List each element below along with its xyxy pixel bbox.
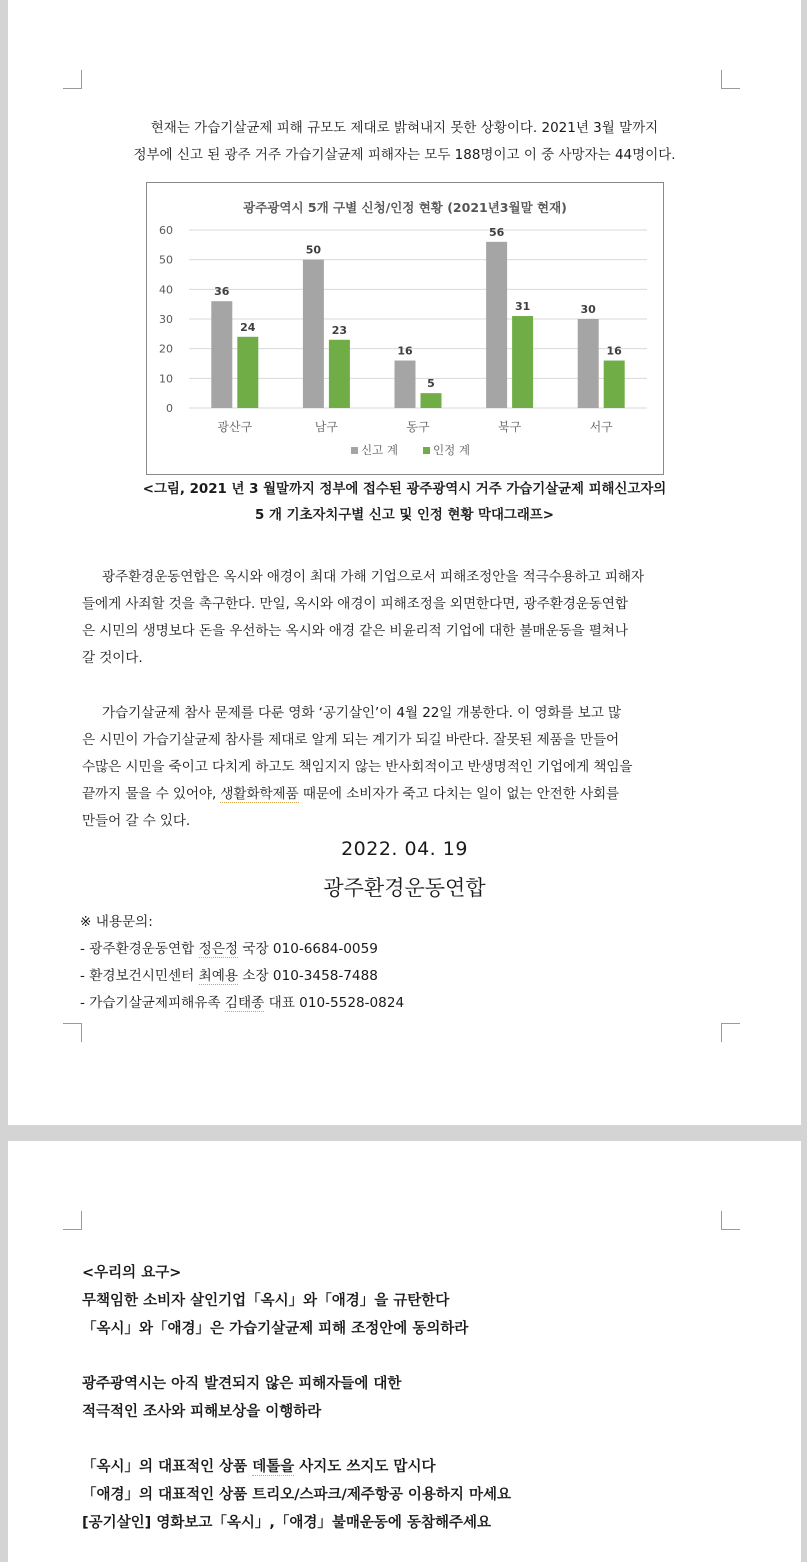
data-label: 30 — [580, 303, 596, 316]
demand-line: 「애경」의 대표적인 상품 트리오/스파크/제주항공 이용하지 마세요 — [82, 1487, 512, 1503]
legend-label: 신고 계 — [361, 443, 398, 457]
paragraph-boycott — [82, 564, 727, 672]
demand-line: [공기살인] 영화보고「옥시」,「애경」불매운동에 동참해주세요 — [82, 1515, 492, 1531]
demand-line: 광주광역시는 아직 발견되지 않은 피해자들에 대한 — [82, 1376, 402, 1392]
bar-reported — [395, 361, 416, 408]
text-segment: 끝까지 물을 수 있어야, — [82, 786, 221, 802]
contact-org: - 환경보건시민센터 — [80, 968, 199, 984]
bar-recognized — [421, 393, 442, 408]
paragraph-line: 갈 것이다. — [82, 650, 143, 666]
contact-person: 정은정 — [198, 941, 239, 957]
contact-line — [80, 963, 378, 990]
demand-line: 「옥시」와「애경」은 가습기살균제 피해 조정안에 동의하라 — [82, 1321, 469, 1337]
bar-recognized — [329, 340, 350, 408]
document-page-2 — [8, 1141, 801, 1562]
bar-chart — [146, 182, 664, 475]
y-tick-label: 10 — [159, 372, 173, 386]
contact-phone: 국장 010-6684-0059 — [238, 941, 378, 957]
text-segment: 「옥시」의 대표적인 상품 — [82, 1459, 253, 1475]
contact-org: - 가습기살균제피해유족 — [80, 995, 225, 1011]
page-corner-mark — [63, 70, 82, 89]
y-tick-label: 20 — [159, 342, 173, 356]
contact-line — [80, 990, 404, 1017]
bar-recognized — [512, 316, 533, 408]
organization-name: 광주환경운동연합 — [323, 876, 486, 900]
spellcheck-underlined-word: 생활화학제품 — [220, 786, 299, 802]
bar-reported — [578, 319, 599, 408]
intro-line-2: 정부에 신고 된 광주 거주 가습기살균제 피해자는 모두 188명이고 이 중 사망자는 44명이다. — [133, 147, 676, 163]
page-corner-mark — [721, 70, 740, 89]
document-page-1 — [8, 0, 801, 1125]
bar-recognized — [604, 361, 625, 408]
paragraph-line — [82, 781, 727, 808]
contact-org: - 광주환경운동연합 — [80, 941, 199, 957]
paragraph-line: 가습기살균제 참사 문제를 다룬 영화 ‘공기살인’이 4월 22일 개봉한다. 이 영화를 보고 많 — [102, 705, 622, 721]
contact-title: ※ 내용문의: — [80, 914, 153, 930]
spellcheck-underlined-word: 데톨을 — [252, 1459, 295, 1475]
demands-heading: <우리의 요구> — [82, 1265, 182, 1281]
data-label: 31 — [514, 300, 531, 314]
demand-line: 무책임한 소비자 살인기업「옥시」와「애경」을 규탄한다 — [82, 1293, 450, 1309]
data-label: 50 — [305, 243, 322, 257]
bar-reported — [211, 301, 232, 408]
bar-recognized — [237, 337, 258, 408]
bar-reported — [486, 242, 507, 408]
data-label: 36 — [214, 285, 230, 299]
x-tick-label: 남구 — [314, 420, 338, 434]
page-corner-mark — [721, 1211, 740, 1230]
legend-swatch — [351, 447, 358, 454]
y-tick-label: 50 — [159, 253, 173, 267]
chart-title: 광주광역시 5개 구별 신청/인정 현황 (2021년3월말 현재) — [243, 200, 567, 215]
y-tick-label: 60 — [159, 224, 173, 237]
x-tick-label: 서구 — [589, 420, 613, 434]
data-label: 16 — [397, 344, 413, 358]
bar-reported — [303, 260, 324, 408]
paragraph-line: 수많은 시민을 죽이고 다치게 하고도 책임지지 않는 반사회적이고 반생명적인 기업에게 책임을 — [82, 759, 633, 775]
paragraph-line: 만들어 갈 수 있다. — [82, 813, 191, 829]
release-date: 2022. 04. 19 — [341, 838, 468, 860]
data-label: 5 — [427, 377, 435, 391]
text-segment: 사지도 쓰지도 맙시다 — [294, 1459, 436, 1475]
paragraph-line: 은 시민이 가습기살균제 참사를 제대로 알게 되는 계기가 되길 바란다. 잘못된 제품을 만들어 — [82, 732, 620, 748]
page-corner-mark — [63, 1211, 82, 1230]
text-segment: 때문에 소비자가 죽고 다치는 일이 없는 안전한 사회를 — [298, 786, 620, 802]
figure-caption-line-2: 5 개 기초자치구별 신고 및 인정 현황 막대그래프> — [255, 508, 554, 523]
data-label: 23 — [331, 323, 348, 337]
bar-chart-svg — [147, 183, 663, 474]
contact-person: 김태종 — [224, 995, 265, 1011]
paragraph-line: 광주환경운동연합은 옥시와 애경이 최대 가해 기업으로서 피해조정안을 적극수용하고 피해자 — [102, 569, 644, 585]
x-tick-label: 동구 — [406, 420, 430, 434]
legend-label: 인정 계 — [433, 443, 470, 457]
legend-swatch — [423, 447, 430, 454]
y-tick-label: 30 — [159, 313, 173, 326]
paragraph-line: 들에게 사죄할 것을 촉구한다. 만일, 옥시와 애경이 피해조정을 외면한다면, 광주환경운동연합 — [82, 596, 628, 612]
x-tick-label: 북구 — [498, 420, 522, 434]
y-tick-label: 40 — [159, 283, 173, 297]
data-label: 24 — [240, 320, 256, 334]
contact-line — [80, 936, 378, 963]
page-corner-mark — [721, 1023, 740, 1042]
contact-phone: 대표 010-5528-0824 — [264, 995, 405, 1011]
paragraph-line: 은 시민의 생명보다 돈을 우선하는 옥시와 애경 같은 비윤리적 기업에 대한 불매운동을 펼쳐나 — [82, 623, 628, 639]
contact-phone: 소장 010-3458-7488 — [238, 968, 378, 984]
paragraph-movie — [82, 700, 727, 835]
data-label: 56 — [488, 225, 505, 239]
page-corner-mark — [63, 1023, 82, 1042]
demand-line: 적극적인 조사와 피해보상을 이행하라 — [82, 1404, 322, 1420]
contact-person: 최예용 — [198, 968, 239, 984]
intro-line-1: 현재는 가습기살균제 피해 규모도 제대로 밝혀내지 못한 상황이다. 2021년 3월 말까지 — [150, 120, 659, 136]
x-tick-label: 광산구 — [217, 420, 253, 434]
data-label: 16 — [606, 344, 622, 358]
demand-line — [82, 1453, 435, 1481]
y-tick-label: 0 — [166, 402, 173, 415]
figure-caption-line-1: <그림, 2021 년 3 월말까지 정부에 접수된 광주광역시 거주 가습기살균제 피해신고자의 — [142, 482, 667, 497]
